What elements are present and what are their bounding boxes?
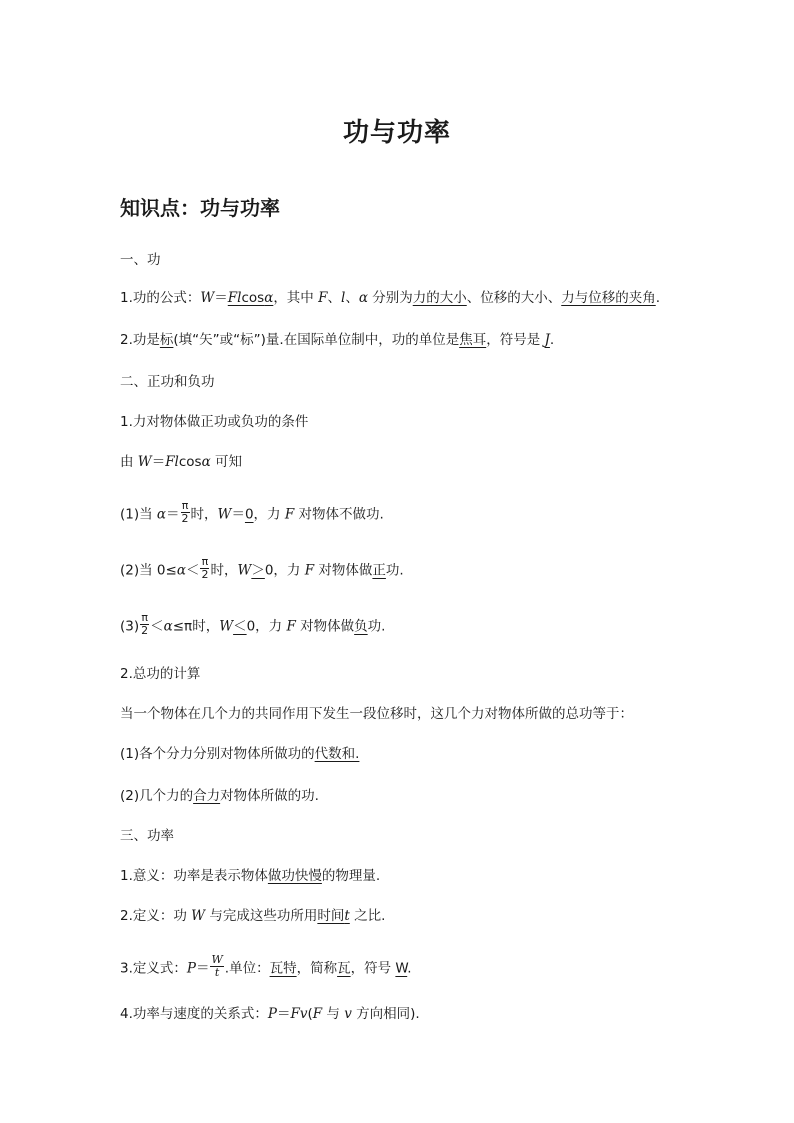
- answer-greater: ＞: [251, 562, 265, 579]
- symbol-alpha: α: [201, 454, 211, 470]
- text: 由: [120, 454, 138, 470]
- power-formula-line: [120, 953, 412, 981]
- answer-zero: 0: [244, 506, 254, 523]
- text: 的物理量.: [321, 868, 381, 884]
- text: 与: [322, 1006, 345, 1022]
- denominator: t: [214, 966, 220, 979]
- numerator: π: [181, 499, 189, 512]
- text: ＝: [214, 290, 228, 306]
- fraction-pi-over-2: [181, 500, 190, 525]
- text: (2)几个力的: [120, 788, 194, 804]
- symbol-W: W: [217, 506, 232, 523]
- power-meaning-line: [120, 866, 380, 886]
- text: .: [655, 290, 661, 306]
- symbol-F: F: [304, 562, 315, 579]
- text: 、: [327, 290, 341, 306]
- symbol-P: P: [267, 1006, 277, 1022]
- symbol-W: W: [237, 562, 252, 579]
- heading-power: 三、功率: [120, 828, 174, 844]
- text: ，力: [253, 506, 285, 523]
- answer-time: 时间: [317, 908, 345, 924]
- answer-angle: 力与位移的夹角: [561, 290, 656, 306]
- text: .单位：: [224, 960, 270, 977]
- answer-W-symbol: W: [395, 960, 408, 977]
- denominator: 2: [181, 512, 189, 525]
- text: ，其中: [273, 290, 319, 306]
- text: 对物体做: [295, 618, 355, 635]
- text: ，符号是: [486, 332, 545, 348]
- text: 1.功的公式：: [120, 290, 201, 306]
- symbol-alpha: α: [163, 618, 173, 635]
- text: 1.意义：功率是表示物体: [120, 868, 268, 884]
- answer-resultant-force: 合力: [193, 788, 221, 804]
- heading-work: 一、功: [120, 252, 161, 268]
- answer-positive: 正: [372, 562, 386, 579]
- text: 之比.: [349, 908, 386, 924]
- text: 与完成这些功所用: [205, 908, 318, 924]
- symbol-P: P: [186, 960, 196, 977]
- symbol-F: F: [312, 1006, 323, 1022]
- text: ＝: [166, 506, 180, 523]
- power-definition-line: [120, 906, 385, 926]
- answer-work-rate: 做功快慢: [267, 868, 322, 884]
- case-2-line: [120, 555, 404, 583]
- text: ＜: [185, 562, 200, 579]
- heading-positive-negative: 二、正功和负功: [120, 374, 215, 390]
- document-title: 功与功率: [342, 118, 451, 148]
- text: ＜: [150, 618, 164, 635]
- case-1-line: [120, 499, 384, 527]
- numerator: W: [211, 953, 223, 966]
- total-work-item-2: [120, 786, 319, 806]
- text: .: [407, 960, 412, 977]
- answer-force-magnitude: 力的大小: [412, 290, 467, 306]
- symbol-F: F: [286, 618, 296, 635]
- fraction-W-over-t: [210, 954, 223, 979]
- text: (: [307, 1006, 313, 1022]
- text-cos: cos: [241, 290, 265, 306]
- total-work-text: 当一个物体在几个力的共同作用下发生一段位移时，这几个力对物体所做的总功等于：: [120, 706, 633, 722]
- work-scalar-line: [120, 330, 554, 350]
- fraction-pi-over-2: [140, 612, 149, 637]
- symbol-t: t: [344, 908, 350, 924]
- symbol-W: W: [191, 908, 206, 924]
- numerator: π: [141, 611, 148, 624]
- symbol-alpha: α: [264, 290, 274, 306]
- text: 0，力: [264, 562, 305, 579]
- text: 0，力: [246, 618, 287, 635]
- answer-less: ＜: [233, 618, 247, 635]
- symbol-v: v: [344, 1006, 352, 1022]
- text: 可知: [210, 454, 243, 470]
- text: 2.功是: [120, 332, 160, 348]
- answer-watt: 瓦特: [269, 960, 297, 977]
- text: (1)各个分力分别对物体所做功的: [120, 746, 315, 762]
- text: 对物体做: [314, 562, 373, 579]
- symbol-W: W: [137, 454, 152, 470]
- text-cos: cos: [178, 454, 202, 470]
- subheading-conditions: 1.力对物体做正功或负功的条件: [120, 414, 309, 430]
- text: 功.: [385, 562, 404, 579]
- text: ≤π时，: [172, 618, 220, 635]
- case-3-line: [120, 611, 386, 639]
- symbol-alpha: α: [156, 506, 167, 523]
- text: .: [549, 332, 555, 348]
- answer-joule: 焦耳: [459, 332, 487, 348]
- text: ＝: [231, 506, 245, 523]
- symbol-Fl: Fl: [165, 454, 179, 470]
- answer-J: J: [544, 332, 550, 348]
- symbol-F: F: [284, 506, 295, 523]
- section-heading: 知识点：功与功率: [120, 196, 280, 220]
- fraction-pi-over-2: [200, 556, 209, 581]
- text: ＝: [276, 1006, 291, 1022]
- answer-algebraic-sum: 代数和.: [314, 746, 360, 762]
- total-work-item-1: [120, 744, 359, 764]
- symbol-alpha: α: [358, 290, 368, 306]
- symbol-W: W: [200, 290, 215, 306]
- symbol-alpha: α: [176, 562, 186, 579]
- text: 方向相同).: [351, 1006, 420, 1022]
- text: 对物体所做的功.: [220, 788, 319, 804]
- denominator: 2: [141, 624, 149, 637]
- denominator: 2: [201, 568, 209, 581]
- text: 、位移的大小、: [466, 290, 562, 306]
- text: (1)当: [120, 506, 157, 523]
- power-velocity-line: [120, 1004, 420, 1024]
- text: ＝: [195, 960, 210, 977]
- from-formula-line: [120, 452, 242, 472]
- text: (2)当 0≤: [120, 562, 177, 579]
- symbol-l: l: [340, 290, 346, 306]
- work-formula-line: [120, 288, 660, 308]
- text: 4.功率与速度的关系式：: [120, 1006, 268, 1022]
- text: 分别为: [367, 290, 413, 306]
- subheading-total-work: 2.总功的计算: [120, 666, 201, 682]
- symbol-F: F: [318, 290, 328, 306]
- text: 功.: [367, 618, 386, 635]
- text: 时，: [190, 506, 218, 523]
- numerator: π: [201, 555, 209, 568]
- answer-wa: 瓦: [337, 960, 351, 977]
- text: 对物体不做功.: [294, 506, 384, 523]
- text: 3.定义式：: [120, 960, 187, 977]
- text: (3): [120, 618, 140, 635]
- symbol-W: W: [219, 618, 234, 635]
- text: 时，: [210, 562, 238, 579]
- answer-scalar: 标: [159, 332, 174, 348]
- text: ，符号: [350, 960, 396, 977]
- text: 2.定义：功: [120, 908, 192, 924]
- symbol-Fv: Fv: [290, 1006, 308, 1022]
- text: (填“矢”或“标”)量.在国际单位制中，功的单位是: [173, 332, 460, 348]
- text: ，简称: [296, 960, 338, 977]
- symbol-Fl: Fl: [227, 290, 242, 306]
- text: 、: [345, 290, 359, 306]
- answer-negative: 负: [354, 618, 368, 635]
- text: ＝: [151, 454, 166, 470]
